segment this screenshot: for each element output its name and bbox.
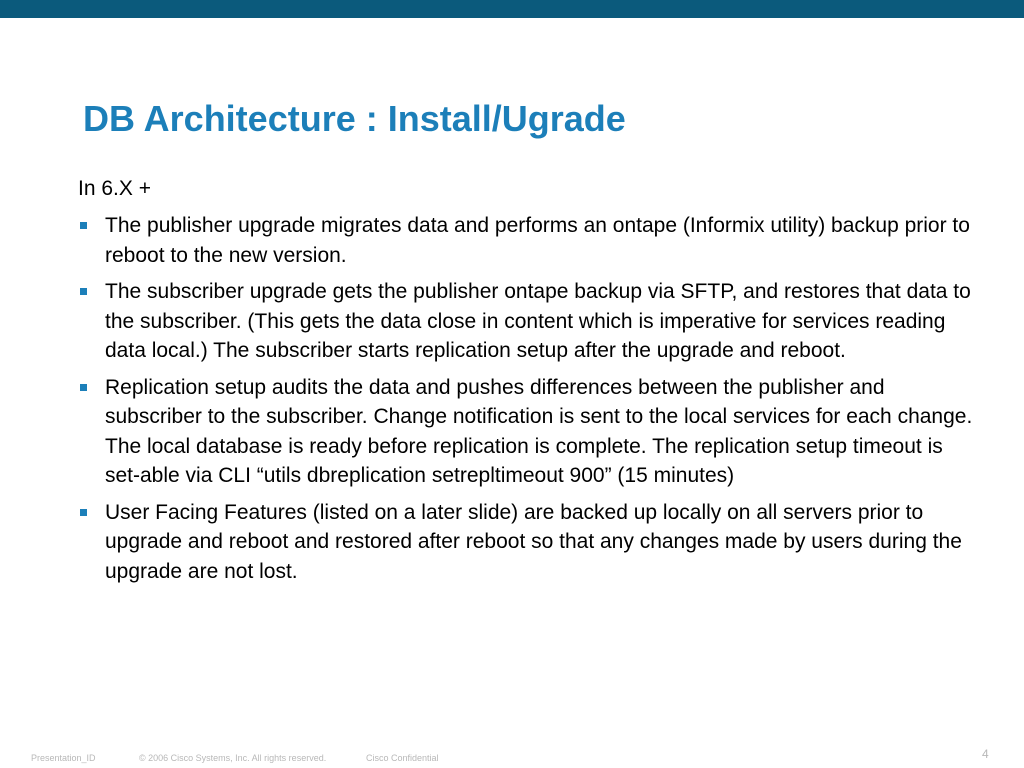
square-bullet-icon (80, 222, 87, 229)
bullet-text: User Facing Features (listed on a later slide) are backed up locally on all servers prior to upgrade and reboot and restored after reboot so that any changes made by users during the upgrade are not lost. (105, 500, 962, 583)
square-bullet-icon (80, 384, 87, 391)
slide-footer (31, 753, 439, 763)
intro-text: In 6.X + (78, 177, 151, 200)
bullet-list (78, 211, 974, 586)
bullet-item-subscriber-upgrade (78, 277, 974, 366)
bullet-text: The publisher upgrade migrates data and performs an ontape (Informix utility) backup prior to reboot to the new version. (105, 214, 970, 267)
slide-title: DB Architecture : Install/Ugrade (83, 98, 626, 139)
confidential-label: Cisco Confidential (366, 753, 439, 763)
copyright-text: © 2006 Cisco Systems, Inc. All rights reserved. (139, 753, 327, 763)
presentation-id-label: Presentation_ID (31, 753, 96, 763)
slide-content (78, 174, 974, 593)
top-accent-bar (0, 0, 1024, 18)
bullet-text: The subscriber upgrade gets the publisher ontape backup via SFTP, and restores that data to the subscriber. (This gets the data close in content which is imperative for services reading data local.) The subscriber starts replication setup after the upgrade and reboot. (105, 280, 971, 362)
bullet-item-replication-setup (78, 373, 974, 491)
square-bullet-icon (80, 288, 87, 295)
page-number: 4 (982, 747, 989, 761)
square-bullet-icon (80, 509, 87, 516)
bullet-item-publisher-upgrade (78, 211, 974, 270)
bullet-item-user-facing-features (78, 498, 974, 587)
bullet-text: Replication setup audits the data and pushes differences between the publisher and subscriber to the subscriber. Change notification is sent to the local services for each change. The local database is ready before replication is complete. The replication setup timeout is set-able via CLI “utils dbreplication setrepltimeout 900” (15 minutes) (105, 375, 973, 487)
